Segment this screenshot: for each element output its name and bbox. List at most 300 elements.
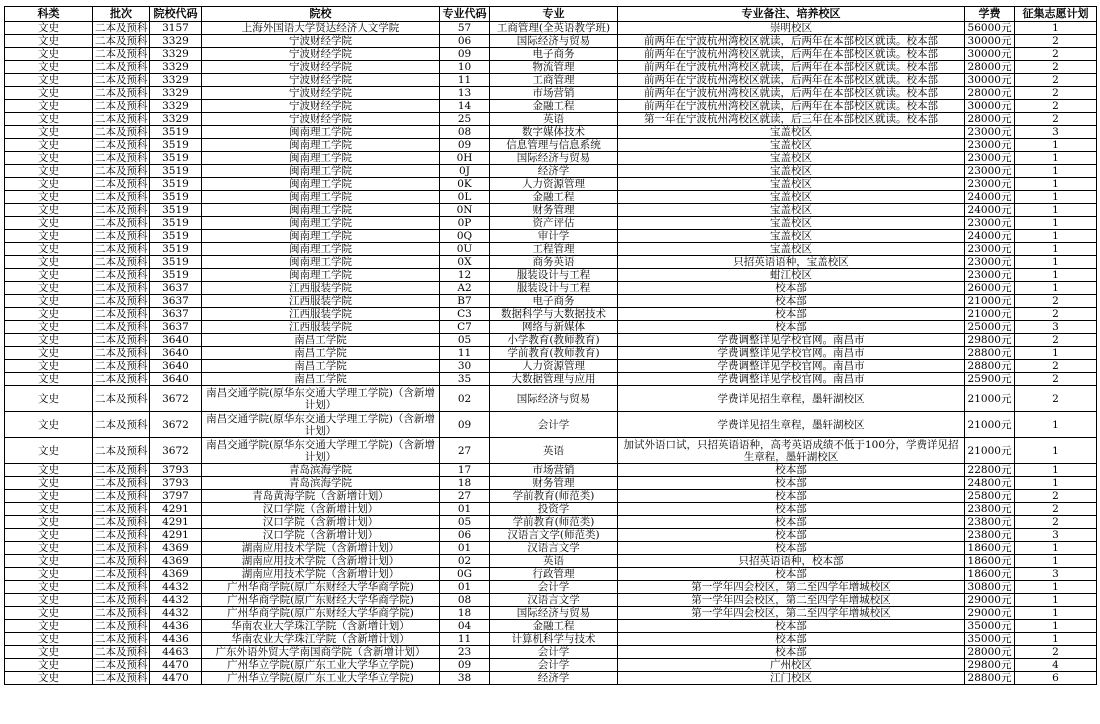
table-row <box>5 555 1097 568</box>
table-row <box>5 360 1097 373</box>
cell-batch: 二本及预科 <box>93 243 150 256</box>
cell-batch: 二本及预科 <box>93 22 150 35</box>
cell-category: 文史 <box>5 646 93 659</box>
cell-notes-campus: 宝盖校区 <box>618 204 965 217</box>
cell-school: 闽南理工学院 <box>202 256 440 269</box>
cell-category: 文史 <box>5 386 93 412</box>
cell-major-code: 10 <box>440 61 490 74</box>
cell-school-code: 3672 <box>150 438 202 464</box>
cell-major: 工商管理(全英语教学班) <box>490 22 618 35</box>
cell-tuition: 29000元 <box>965 594 1015 607</box>
cell-tuition: 29800元 <box>965 334 1015 347</box>
cell-plan-count: 1 <box>1015 633 1097 646</box>
cell-tuition: 21000元 <box>965 386 1015 412</box>
cell-notes-campus: 校本部 <box>618 633 965 646</box>
cell-plan-count: 1 <box>1015 22 1097 35</box>
cell-major-code: 11 <box>440 633 490 646</box>
cell-category: 文史 <box>5 100 93 113</box>
cell-tuition: 56000元 <box>965 22 1015 35</box>
cell-notes-campus: 校本部 <box>618 620 965 633</box>
cell-school: 青岛滨海学院 <box>202 477 440 490</box>
cell-tuition: 23000元 <box>965 217 1015 230</box>
cell-major: 经济学 <box>490 165 618 178</box>
cell-category: 文史 <box>5 321 93 334</box>
cell-tuition: 21000元 <box>965 412 1015 438</box>
cell-plan-count: 1 <box>1015 542 1097 555</box>
cell-school-code: 3519 <box>150 139 202 152</box>
cell-school: 南昌交通学院(原华东交通大学理工学院)（含新增计划） <box>202 438 440 464</box>
cell-major: 汉语言文学 <box>490 542 618 555</box>
cell-tuition: 29000元 <box>965 607 1015 620</box>
cell-plan-count: 3 <box>1015 126 1097 139</box>
cell-category: 文史 <box>5 74 93 87</box>
cell-notes-campus: 校本部 <box>618 464 965 477</box>
cell-tuition: 23000元 <box>965 139 1015 152</box>
cell-plan-count: 1 <box>1015 555 1097 568</box>
cell-batch: 二本及预科 <box>93 308 150 321</box>
cell-notes-campus: 校本部 <box>618 490 965 503</box>
cell-major-code: 06 <box>440 529 490 542</box>
cell-major-code: 02 <box>440 555 490 568</box>
cell-category: 文史 <box>5 48 93 61</box>
cell-batch: 二本及预科 <box>93 464 150 477</box>
cell-plan-count: 1 <box>1015 139 1097 152</box>
cell-major-code: 0U <box>440 243 490 256</box>
cell-major: 行政管理 <box>490 568 618 581</box>
cell-tuition: 30000元 <box>965 74 1015 87</box>
cell-major-code: 27 <box>440 438 490 464</box>
table-row <box>5 308 1097 321</box>
table-row <box>5 542 1097 555</box>
cell-school-code: 4436 <box>150 633 202 646</box>
cell-notes-campus: 第一学年四会校区，第二至四学年增城校区 <box>618 607 965 620</box>
cell-tuition: 25000元 <box>965 321 1015 334</box>
cell-notes-campus: 学费调整详见学校官网。南昌市 <box>618 334 965 347</box>
cell-tuition: 28800元 <box>965 672 1015 685</box>
col-header-notes-campus: 专业备注、培养校区 <box>618 7 965 22</box>
cell-school: 青岛黄海学院（含新增计划） <box>202 490 440 503</box>
cell-category: 文史 <box>5 152 93 165</box>
cell-major: 会计学 <box>490 646 618 659</box>
col-header-tuition: 学费 <box>965 7 1015 22</box>
cell-major: 人力资源管理 <box>490 178 618 191</box>
cell-plan-count: 2 <box>1015 74 1097 87</box>
table-row <box>5 646 1097 659</box>
cell-notes-campus: 校本部 <box>618 282 965 295</box>
cell-tuition: 23000元 <box>965 269 1015 282</box>
cell-notes-campus: 前两年在宁波杭州湾校区就读，后两年在本部校区就读。校本部 <box>618 48 965 61</box>
cell-school-code: 4369 <box>150 555 202 568</box>
cell-batch: 二本及预科 <box>93 633 150 646</box>
cell-tuition: 24800元 <box>965 477 1015 490</box>
table-row <box>5 334 1097 347</box>
cell-notes-campus: 校本部 <box>618 516 965 529</box>
cell-batch: 二本及预科 <box>93 607 150 620</box>
cell-major-code: 27 <box>440 490 490 503</box>
cell-school: 上海外国语大学贤达经济人文学院 <box>202 22 440 35</box>
table-row <box>5 581 1097 594</box>
cell-plan-count: 2 <box>1015 334 1097 347</box>
cell-notes-campus: 第一学年四会校区，第二至四学年增城校区 <box>618 581 965 594</box>
cell-tuition: 23000元 <box>965 178 1015 191</box>
cell-school-code: 3329 <box>150 100 202 113</box>
cell-notes-campus: 江门校区 <box>618 672 965 685</box>
cell-major-code: 35 <box>440 373 490 386</box>
cell-plan-count: 2 <box>1015 490 1097 503</box>
admission-plan-table <box>4 6 1097 685</box>
cell-tuition: 23000元 <box>965 256 1015 269</box>
cell-school: 闽南理工学院 <box>202 139 440 152</box>
cell-plan-count: 2 <box>1015 373 1097 386</box>
cell-batch: 二本及预科 <box>93 165 150 178</box>
cell-notes-campus: 前两年在宁波杭州湾校区就读，后两年在本部校区就读。校本部 <box>618 100 965 113</box>
cell-batch: 二本及预科 <box>93 347 150 360</box>
cell-notes-campus: 校本部 <box>618 308 965 321</box>
cell-school-code: 4369 <box>150 568 202 581</box>
cell-plan-count: 1 <box>1015 191 1097 204</box>
cell-major: 小学教育(教师教育) <box>490 334 618 347</box>
cell-major-code: 12 <box>440 269 490 282</box>
cell-notes-campus: 宝盖校区 <box>618 243 965 256</box>
cell-plan-count: 3 <box>1015 529 1097 542</box>
cell-school-code: 3157 <box>150 22 202 35</box>
cell-category: 文史 <box>5 594 93 607</box>
cell-batch: 二本及预科 <box>93 503 150 516</box>
cell-tuition: 18600元 <box>965 555 1015 568</box>
cell-batch: 二本及预科 <box>93 87 150 100</box>
cell-school: 闽南理工学院 <box>202 243 440 256</box>
cell-category: 文史 <box>5 347 93 360</box>
cell-major-code: 18 <box>440 607 490 620</box>
cell-plan-count: 2 <box>1015 516 1097 529</box>
cell-school: 宁波财经学院 <box>202 100 440 113</box>
cell-plan-count: 1 <box>1015 620 1097 633</box>
cell-plan-count: 1 <box>1015 412 1097 438</box>
table-row <box>5 100 1097 113</box>
cell-plan-count: 2 <box>1015 646 1097 659</box>
cell-notes-campus: 宝盖校区 <box>618 217 965 230</box>
cell-notes-campus: 只招英语语种，校本部 <box>618 555 965 568</box>
cell-major-code: 0P <box>440 217 490 230</box>
cell-category: 文史 <box>5 256 93 269</box>
col-header-major: 专业 <box>490 7 618 22</box>
cell-school: 江西服装学院 <box>202 295 440 308</box>
cell-school: 南昌工学院 <box>202 334 440 347</box>
cell-school-code: 3672 <box>150 412 202 438</box>
cell-school-code: 3329 <box>150 113 202 126</box>
col-header-plan-count: 征集志愿计划 <box>1015 7 1097 22</box>
cell-major-code: 01 <box>440 581 490 594</box>
cell-notes-campus: 学费调整详见学校官网。南昌市 <box>618 373 965 386</box>
cell-school-code: 3519 <box>150 126 202 139</box>
cell-plan-count: 1 <box>1015 347 1097 360</box>
cell-notes-campus: 学费详见招生章程，墨轩湖校区 <box>618 412 965 438</box>
cell-batch: 二本及预科 <box>93 529 150 542</box>
cell-major: 汉语言文学 <box>490 594 618 607</box>
cell-major-code: 05 <box>440 516 490 529</box>
cell-tuition: 28800元 <box>965 360 1015 373</box>
cell-school: 广州华商学院(原广东财经大学华商学院) <box>202 607 440 620</box>
cell-major-code: 0G <box>440 568 490 581</box>
col-header-category: 科类 <box>5 7 93 22</box>
cell-school: 宁波财经学院 <box>202 35 440 48</box>
cell-batch: 二本及预科 <box>93 542 150 555</box>
table-row <box>5 321 1097 334</box>
cell-batch: 二本及预科 <box>93 113 150 126</box>
cell-major-code: 14 <box>440 100 490 113</box>
cell-major-code: C3 <box>440 308 490 321</box>
cell-batch: 二本及预科 <box>93 74 150 87</box>
cell-school: 闽南理工学院 <box>202 269 440 282</box>
cell-major: 资产评估 <box>490 217 618 230</box>
cell-tuition: 25900元 <box>965 373 1015 386</box>
cell-plan-count: 1 <box>1015 256 1097 269</box>
cell-major: 会计学 <box>490 412 618 438</box>
cell-major-code: 0X <box>440 256 490 269</box>
cell-category: 文史 <box>5 61 93 74</box>
cell-major: 服装设计与工程 <box>490 282 618 295</box>
cell-major-code: 08 <box>440 594 490 607</box>
cell-batch: 二本及预科 <box>93 490 150 503</box>
cell-batch: 二本及预科 <box>93 360 150 373</box>
cell-plan-count: 1 <box>1015 230 1097 243</box>
cell-major-code: 0K <box>440 178 490 191</box>
cell-major: 物流管理 <box>490 61 618 74</box>
cell-school-code: 3519 <box>150 269 202 282</box>
cell-school: 湖南应用技术学院（含新增计划） <box>202 555 440 568</box>
cell-school-code: 3640 <box>150 360 202 373</box>
cell-major-code: 04 <box>440 620 490 633</box>
cell-major-code: 38 <box>440 672 490 685</box>
cell-notes-campus: 加试外语口试，只招英语语种，高考英语成绩不低于100分，学费详见招生章程，墨轩湖校区 <box>618 438 965 464</box>
cell-school-code: 3329 <box>150 87 202 100</box>
cell-school: 宁波财经学院 <box>202 74 440 87</box>
cell-school: 华南农业大学珠江学院（含新增计划） <box>202 633 440 646</box>
cell-batch: 二本及预科 <box>93 269 150 282</box>
table-row <box>5 607 1097 620</box>
cell-plan-count: 1 <box>1015 464 1097 477</box>
table-row <box>5 568 1097 581</box>
table-row <box>5 477 1097 490</box>
cell-category: 文史 <box>5 178 93 191</box>
cell-major: 市场营销 <box>490 87 618 100</box>
cell-tuition: 18600元 <box>965 568 1015 581</box>
cell-major: 学前教育(教师教育) <box>490 347 618 360</box>
cell-category: 文史 <box>5 516 93 529</box>
cell-major-code: 05 <box>440 334 490 347</box>
cell-major: 金融工程 <box>490 191 618 204</box>
cell-plan-count: 4 <box>1015 659 1097 672</box>
cell-notes-campus: 学费调整详见学校官网。南昌市 <box>618 360 965 373</box>
cell-category: 文史 <box>5 295 93 308</box>
cell-tuition: 23800元 <box>965 516 1015 529</box>
table-row <box>5 87 1097 100</box>
table-row <box>5 412 1097 438</box>
cell-category: 文史 <box>5 308 93 321</box>
cell-plan-count: 2 <box>1015 61 1097 74</box>
cell-school: 闽南理工学院 <box>202 165 440 178</box>
cell-school: 南昌交通学院(原华东交通大学理工学院)（含新增计划） <box>202 412 440 438</box>
cell-major: 学前教育(师范类) <box>490 490 618 503</box>
cell-school: 湖南应用技术学院（含新增计划） <box>202 542 440 555</box>
table-row <box>5 113 1097 126</box>
cell-category: 文史 <box>5 529 93 542</box>
cell-notes-campus: 校本部 <box>618 568 965 581</box>
cell-notes-campus: 前两年在宁波杭州湾校区就读，后两年在本部校区就读。校本部 <box>618 74 965 87</box>
cell-batch: 二本及预科 <box>93 321 150 334</box>
cell-notes-campus: 宝盖校区 <box>618 230 965 243</box>
cell-tuition: 23000元 <box>965 152 1015 165</box>
cell-school-code: 3519 <box>150 256 202 269</box>
table-row <box>5 230 1097 243</box>
cell-category: 文史 <box>5 555 93 568</box>
cell-school: 广州华商学院(原广东财经大学华商学院) <box>202 594 440 607</box>
cell-tuition: 30000元 <box>965 48 1015 61</box>
cell-plan-count: 1 <box>1015 438 1097 464</box>
cell-major-code: 30 <box>440 360 490 373</box>
cell-school-code: 3519 <box>150 152 202 165</box>
cell-notes-campus: 宝盖校区 <box>618 178 965 191</box>
cell-tuition: 30000元 <box>965 100 1015 113</box>
cell-category: 文史 <box>5 165 93 178</box>
col-header-major-code: 专业代码 <box>440 7 490 22</box>
cell-major-code: 01 <box>440 542 490 555</box>
cell-tuition: 23800元 <box>965 503 1015 516</box>
cell-school: 广州华商学院(原广东财经大学华商学院) <box>202 581 440 594</box>
cell-major-code: 11 <box>440 74 490 87</box>
table-row <box>5 490 1097 503</box>
cell-notes-campus: 第一学年四会校区，第二至四学年增城校区 <box>618 594 965 607</box>
cell-category: 文史 <box>5 269 93 282</box>
cell-school: 闽南理工学院 <box>202 178 440 191</box>
cell-category: 文史 <box>5 542 93 555</box>
cell-tuition: 24000元 <box>965 191 1015 204</box>
cell-school-code: 4432 <box>150 594 202 607</box>
cell-tuition: 23000元 <box>965 243 1015 256</box>
cell-plan-count: 2 <box>1015 87 1097 100</box>
cell-category: 文史 <box>5 282 93 295</box>
cell-major: 数字媒体技术 <box>490 126 618 139</box>
cell-school-code: 4432 <box>150 581 202 594</box>
table-row <box>5 35 1097 48</box>
cell-major: 网络与新媒体 <box>490 321 618 334</box>
cell-major: 服装设计与工程 <box>490 269 618 282</box>
cell-notes-campus: 前两年在宁波杭州湾校区就读，后两年在本部校区就读。校本部 <box>618 61 965 74</box>
cell-batch: 二本及预科 <box>93 282 150 295</box>
cell-school-code: 3519 <box>150 204 202 217</box>
cell-plan-count: 1 <box>1015 477 1097 490</box>
table-row <box>5 22 1097 35</box>
cell-major-code: 06 <box>440 35 490 48</box>
cell-notes-campus: 只招英语语种，宝盖校区 <box>618 256 965 269</box>
header-row <box>5 7 1097 22</box>
cell-school: 青岛滨海学院 <box>202 464 440 477</box>
cell-plan-count: 1 <box>1015 243 1097 256</box>
table-row <box>5 61 1097 74</box>
cell-batch: 二本及预科 <box>93 672 150 685</box>
cell-plan-count: 2 <box>1015 113 1097 126</box>
cell-school: 闽南理工学院 <box>202 152 440 165</box>
cell-batch: 二本及预科 <box>93 373 150 386</box>
cell-batch: 二本及预科 <box>93 386 150 412</box>
cell-tuition: 18600元 <box>965 542 1015 555</box>
cell-school: 闽南理工学院 <box>202 191 440 204</box>
cell-plan-count: 1 <box>1015 607 1097 620</box>
cell-school-code: 3637 <box>150 308 202 321</box>
cell-batch: 二本及预科 <box>93 152 150 165</box>
cell-category: 文史 <box>5 412 93 438</box>
cell-batch: 二本及预科 <box>93 295 150 308</box>
cell-category: 文史 <box>5 230 93 243</box>
cell-school: 闽南理工学院 <box>202 126 440 139</box>
table-row <box>5 269 1097 282</box>
cell-major-code: 0L <box>440 191 490 204</box>
cell-major: 电子商务 <box>490 295 618 308</box>
cell-notes-campus: 校本部 <box>618 477 965 490</box>
cell-major-code: 11 <box>440 347 490 360</box>
cell-tuition: 21000元 <box>965 295 1015 308</box>
table-row <box>5 139 1097 152</box>
cell-plan-count: 3 <box>1015 321 1097 334</box>
cell-school-code: 3793 <box>150 477 202 490</box>
cell-school-code: 3519 <box>150 230 202 243</box>
cell-notes-campus: 学费详见招生章程，墨轩湖校区 <box>618 386 965 412</box>
cell-school-code: 4470 <box>150 672 202 685</box>
cell-notes-campus: 崇明校区 <box>618 22 965 35</box>
cell-major: 国际经济与贸易 <box>490 152 618 165</box>
cell-category: 文史 <box>5 126 93 139</box>
cell-plan-count: 2 <box>1015 503 1097 516</box>
cell-category: 文史 <box>5 204 93 217</box>
cell-tuition: 24000元 <box>965 204 1015 217</box>
cell-category: 文史 <box>5 360 93 373</box>
table-row <box>5 243 1097 256</box>
cell-notes-campus: 蚶江校区 <box>618 269 965 282</box>
cell-batch: 二本及预科 <box>93 555 150 568</box>
cell-major-code: 0J <box>440 165 490 178</box>
cell-major: 金融工程 <box>490 100 618 113</box>
cell-plan-count: 3 <box>1015 568 1097 581</box>
table-row <box>5 204 1097 217</box>
cell-major: 国际经济与贸易 <box>490 607 618 620</box>
cell-major: 学前教育(师范类) <box>490 516 618 529</box>
cell-category: 文史 <box>5 22 93 35</box>
cell-plan-count: 1 <box>1015 269 1097 282</box>
cell-school-code: 3797 <box>150 490 202 503</box>
cell-notes-campus: 广州校区 <box>618 659 965 672</box>
cell-plan-count: 1 <box>1015 282 1097 295</box>
cell-plan-count: 2 <box>1015 35 1097 48</box>
cell-category: 文史 <box>5 672 93 685</box>
col-header-batch: 批次 <box>93 7 150 22</box>
cell-tuition: 21000元 <box>965 308 1015 321</box>
cell-school: 汉口学院（含新增计划） <box>202 516 440 529</box>
table-row <box>5 347 1097 360</box>
cell-tuition: 23000元 <box>965 165 1015 178</box>
cell-plan-count: 6 <box>1015 672 1097 685</box>
cell-school-code: 3672 <box>150 386 202 412</box>
cell-major-code: C7 <box>440 321 490 334</box>
cell-school-code: 4369 <box>150 542 202 555</box>
cell-school: 闽南理工学院 <box>202 217 440 230</box>
cell-batch: 二本及预科 <box>93 204 150 217</box>
cell-plan-count: 2 <box>1015 308 1097 321</box>
cell-batch: 二本及预科 <box>93 659 150 672</box>
cell-batch: 二本及预科 <box>93 646 150 659</box>
cell-batch: 二本及预科 <box>93 334 150 347</box>
cell-school-code: 3519 <box>150 217 202 230</box>
cell-major-code: 02 <box>440 386 490 412</box>
